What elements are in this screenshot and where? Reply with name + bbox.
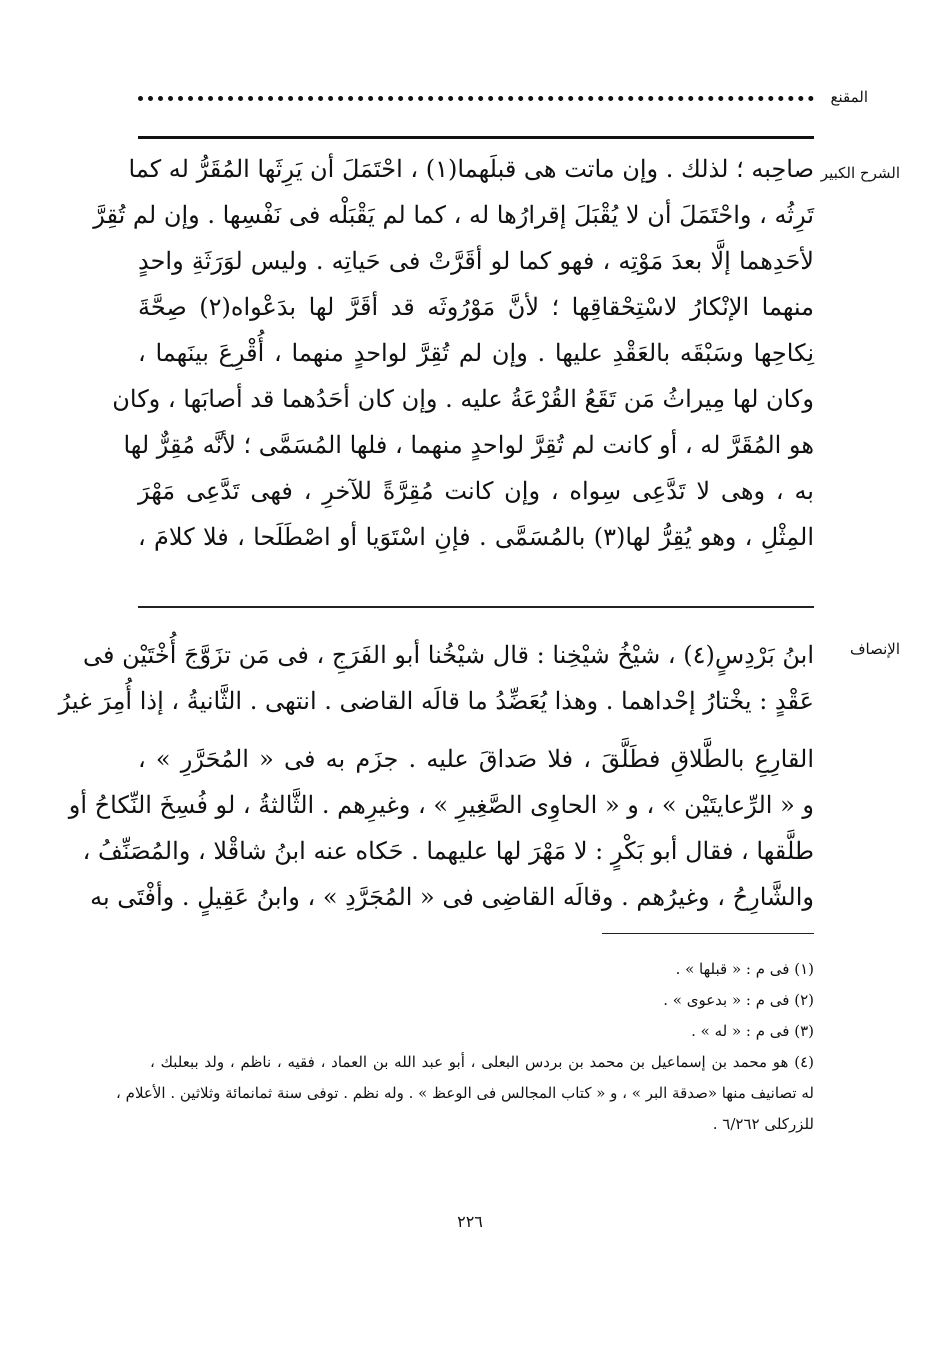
sharh-line-5: نِكاحِها وسَبْقَه بالعَقْدِ عليها . وإن لم تُقِرَّ لواحدٍ منهما ، أُقْرِعَ بينَهما ،: [138, 339, 814, 367]
insaf-line-1: ابنُ بَرْدِسٍ(٤) ، شيْخُ شيْخِنا : قال شيْخُنا أبو الفَرَجِ ، فى مَن تزَوَّجَ أُخْتَيْن فى: [83, 641, 814, 669]
footnotes: [116, 954, 814, 1140]
sharh-line-8: به ، وهى لا تَدَّعِى سِواه ، وإن كانت مُقِرَّةً للآخرِ ، فهى تَدَّعِى مَهْرَ: [138, 477, 814, 505]
sharh-line-7: هو المُقَرَّ له ، أو كانت لم تُقِرَّ لواحدٍ منهما ، فلها المُسَمَّى ؛ لأنَّه مُقِرٌّ لها: [123, 431, 814, 459]
sharh-text-block: [93, 146, 815, 560]
insaf-line-4: و « الرِّعايتَيْن » ، و « الحاوِى الصَّغِيرِ » ، وغيرِهم . الثَّالثةُ ، لو فُسِخَ النِّكاحُ أو: [68, 791, 814, 819]
footnote-4-line-2: له تصانيف منها «صدقة البر » ، و « كتاب المجالس فى الوعظ » . وله نظم . توفى سنة ثمانمائة وثلاثين . الأعلام ،: [116, 1084, 814, 1102]
footnote-4-line-1: (٤) هو محمد بن إسماعيل بن محمد بن بردس البعلى ، أبو عبد الله بن العماد ، فقيه ، ناظم ، ولد ببعلبك ،: [150, 1053, 814, 1071]
section-label-insaf: الإنصاف: [849, 640, 900, 658]
footnote-4-line-3: للزركلى ٦/٢٦٢ .: [712, 1115, 814, 1133]
running-header-title: المقنع: [830, 88, 868, 106]
sharh-line-2: تَرِثُه ، واحْتَمَلَ أن لا يُقْبَلَ إقرارُها له ، كما لم يَقْبَلْه فى نَفْسِها . وإن لم تُقِرَّ: [93, 201, 814, 229]
insaf-line-3: القارِعِ بالطَّلاقِ فطَلَّقَ ، فلا صَداقَ عليه . جزَم به فى « المُحَرَّرِ » ،: [138, 745, 814, 773]
sharh-line-4: منهما الإنْكارُ لاسْتِحْقاقِها ؛ لأنَّ مَوْرُوثَه قد أقَرَّ لها بدَعْواه(٢) صِحَّةَ: [138, 293, 814, 321]
insaf-line-5: طلَّقها ، فقال أبو بَكْرٍ : لا مَهْرَ لها عليهما . حَكاه عنه ابنُ شاقْلا ، والمُصَنِّفُ ،: [82, 837, 814, 865]
insaf-text-block: [58, 632, 814, 920]
sharh-line-6: وكان لها مِيراثُ مَن تَقَعُ القُرْعَةُ عليه . وإن كان أحَدُهما قد أصابَها ، وكان: [112, 385, 814, 413]
section-label-sharh: الشرح الكبير: [820, 164, 900, 182]
footnote-2: (٢) فى م : « بدعوى » .: [663, 991, 814, 1009]
header-rule: [138, 136, 814, 139]
footnote-1: (١) فى م : « قبلها » .: [675, 960, 814, 978]
footnote-rule: [602, 933, 814, 934]
header-dotted-rule: [138, 96, 814, 101]
sharh-line-3: لأحَدِهما إلَّا بعدَ مَوْتِه ، فهو كما لو أقَرَّتْ فى حَياتِه . وليس لوَرَثَةِ واحدٍ: [138, 247, 814, 275]
sharh-line-1: صاحِبه ؛ لذلك . وإن ماتت هى قبلَهما(١) ، احْتَمَلَ أن يَرِثَها المُقَرُّ له كما: [128, 155, 814, 183]
insaf-line-2: عَقْدٍ : يخْتارُ إحْداهما . وهذا يُعَضِّدُ ما قالَه القاضى . انتهى . الثَّانيةُ ، إذا أُمِرَ غيرُ: [58, 687, 814, 715]
section-divider-rule: [138, 606, 814, 608]
page-number: ٢٢٦: [457, 1212, 483, 1231]
sharh-line-9: المِثْلِ ، وهو يُقِرُّ لها(٣) بالمُسَمَّى . فإنِ اسْتَوَيا أو اصْطَلَحا ، فلا كلامَ ،: [138, 523, 815, 551]
footnote-3: (٣) فى م : « له » .: [691, 1022, 814, 1040]
insaf-line-6: والشَّارِحُ ، وغيرُهم . وقالَه القاضِى فى « المُجَرَّدِ » ، وابنُ عَقِيلٍ . وأفْتَى به: [90, 883, 814, 911]
